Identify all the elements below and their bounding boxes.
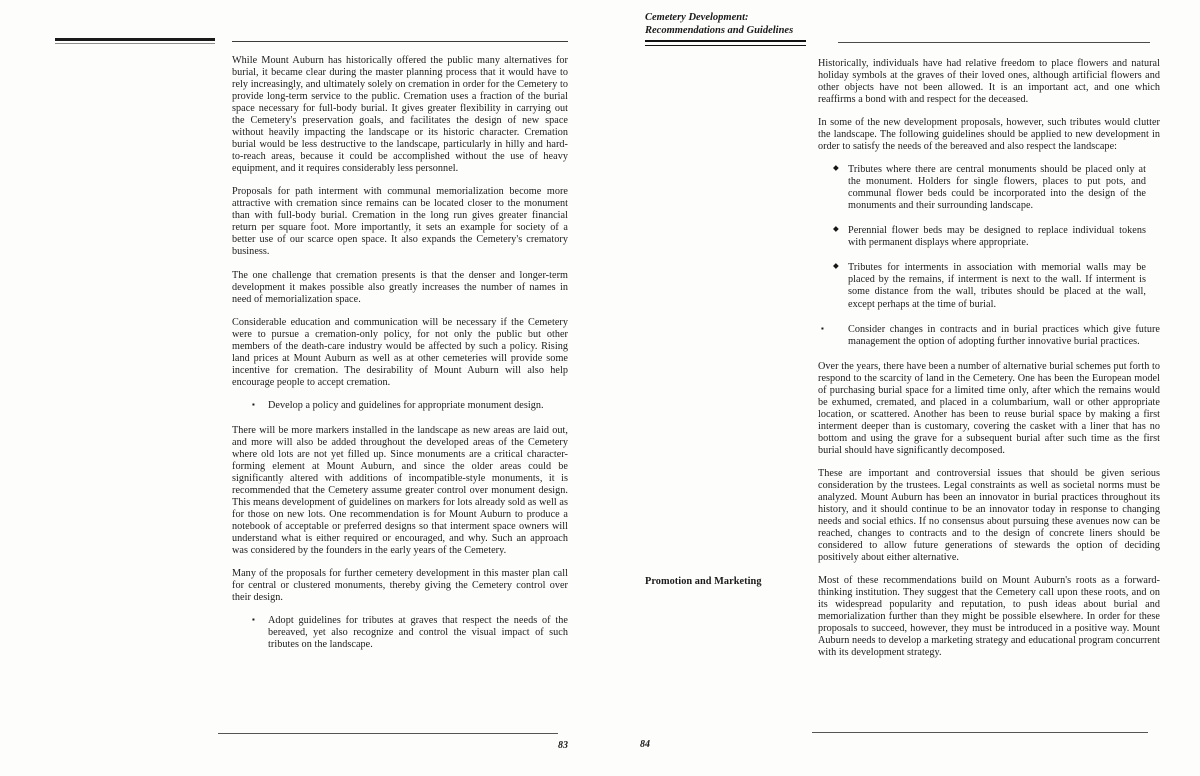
body-paragraph: Most of these recommendations build on Mount Auburn's roots as a forward-thinking institution. They suggest that the Cemetery call upon these roots, and on its widespread popularity and reputation, to push ideas about burial and memorialization further than they might be possible elsewhere. In order for these proposals to succeed, however, they must be introduced in a positive way. Mount Auburn needs to develop a marketing strategy and educational program concurrent with its development strategy. (818, 575, 1160, 659)
body-paragraph: Many of the proposals for further cemetery development in this master plan call for central or clustered monuments, thereby giving the Cemetery control over their design. (232, 568, 568, 604)
running-header-line1: Cemetery Development: (645, 12, 749, 23)
right-page-footer-rule (812, 732, 1148, 733)
right-column-top-rule (838, 42, 1150, 43)
left-page-footer-rule (218, 733, 558, 734)
margin-heading: Promotion and Marketing (645, 576, 762, 588)
bullet-item (818, 164, 1160, 212)
page-number-right: 84 (640, 739, 650, 750)
body-paragraph: The one challenge that cremation presents is that the denser and longer-term development it makes possible also greatly increases the number of names in need of memorialization space. (232, 269, 568, 305)
bullet-text: Tributes where there are central monuments should be placed only at the monument. Holders for single flowers, places to put pots, and communal flower beds could be incorporated into the design of the monuments and their surrounding landscape. (848, 164, 1146, 212)
body-paragraph: These are important and controversial issues that should be given serious consideration by the trustees. Legal constraints as well as societal norms must be analyzed. Mount Auburn has been an innovator in burial practices throughout its history, and it should continue to be an innovator today in response to changing needs and social ethics. If no consensus about pursuing these avenues now can be reached, changes to contracts and to the design of concrete liners should be considered to allow future generations of stewards the option of deciding positively about either alternative. (818, 467, 1160, 564)
bullet-text: Develop a policy and guidelines for appropriate monument design. (268, 399, 544, 411)
bullet-text: Tributes for interments in association with memorial walls may be placed by the remains, if interment is next to the wall. If interment is some distance from the wall, tributes should be placed at the wall, except perhaps at the time of burial. (848, 262, 1146, 310)
diamond-bullet-icon: ◆ (833, 261, 839, 271)
body-paragraph: There will be more markers installed in the landscape as new areas are laid out, and more will also be added throughout the developed areas of the Cemetery where old lots are not yet filled up. Since monuments are a critical character-forming element at Mount Auburn, and since the older areas could be significantly altered with additions of incompatible-style monuments, it is recommended that the Cemetery assume greater control over monument design. This means development of guidelines on markers for lots already sold as well as for those on new lots. One recommendation is for Mount Auburn to produce a notebook of acceptable or preferred designs so that interment space owners will understand what is either required or encouraged, and why. Such an approach was considered by the founders in the early years of the Cemetery. (232, 424, 568, 557)
bullet-text: Consider changes in contracts and in burial practices which give future management the option of adopting further innovative burial practices. (848, 323, 1160, 347)
square-bullet-icon: ▪ (821, 323, 824, 333)
square-bullet-icon: ▪ (252, 399, 255, 409)
left-margin-double-rule (55, 38, 215, 44)
bullet-item (818, 324, 1160, 348)
body-paragraph: Proposals for path interment with communal memorialization become more attractive with cremation since remains can be located closer to the monument than with full-body burial. Cremation in the long run gives greater financial return per square foot. More importantly, it sets an example for society of a better use of our scarce open space. It also expands the Cemetery's crematory business. (232, 186, 568, 258)
bullet-item (818, 262, 1160, 310)
diamond-bullet-icon: ◆ (833, 224, 839, 234)
page-number-left: 83 (558, 740, 568, 751)
bullet-text: Perennial flower beds may be designed to replace individual tokens with permanent displays where appropriate. (848, 225, 1146, 249)
running-header-line2: Recommendations and Guidelines (645, 24, 794, 36)
left-column-top-rule (232, 41, 568, 42)
body-paragraph: Historically, individuals have had relative freedom to place flowers and natural holiday symbols at the graves of their loved ones, although artificial flowers and other objects have not been allowed. It is an important act, and one which reaffirms a bond with and respect for the deceased. (818, 58, 1160, 106)
bullet-item (232, 400, 568, 412)
running-header (645, 12, 820, 38)
bullet-item (818, 225, 1160, 249)
body-paragraph: While Mount Auburn has historically offered the public many alternatives for burial, it became clear during the master planning process that it would have to rely increasingly, and ultimately solely on cremation in order for the Cemetery to provide long-term service to the public. Cremation uses a fraction of the burial space necessary for full-body burial. It gives greater flexibility in carrying out the Cemetery's preservation goals, and facilitates the design of new space without heavily impacting the landscape or its historic character. Cremation burial would be less destructive to the landscape, particularly in hilly and hard-to-reach areas, because it could be accomplished without the use of heavy equipment, and it requires considerably less personnel. (232, 55, 568, 175)
body-paragraph: In some of the new development proposals, however, such tributes would clutter the landscape. The following guidelines should be applied to new development in order to satisfy the needs of the bereaved and also respect the landscape: (818, 117, 1160, 153)
left-page-text-column (232, 55, 568, 664)
body-paragraph: Considerable education and communication will be necessary if the Cemetery were to pursue a cremation-only policy, for not only the public but other members of the death-care industry would be affected by such a policy. Rising land prices at Mount Auburn as well as at other cemeteries will provide some incentive for cremation. The desirability of Mount Auburn will also help encourage people to accept cremation. (232, 316, 568, 388)
bullet-item (232, 615, 568, 651)
bullet-text: Adopt guidelines for tributes at graves that respect the needs of the bereaved, yet also recognize and control the visual impact of such tributes on the landscape. (268, 615, 568, 651)
body-paragraph: Over the years, there have been a number of alternative burial schemes put forth to respond to the scarcity of land in the Cemetery. One has been the European model of purchasing burial space for a limited time only, after which the remains would be exhumed, cremated, and placed in a columbarium, wall or other appropriate location, or scattered. Another has been to reuse burial space by making a first interment deeper than is customary, covering the casket with a liner that has no bottom and using the grave for a subsequent burial after such time as the first burial should have significantly decomposed. (818, 360, 1160, 456)
header-double-rule (645, 40, 806, 46)
right-page-text-column (645, 58, 1160, 670)
diamond-bullet-icon: ◆ (833, 163, 839, 173)
square-bullet-icon: ▪ (252, 615, 255, 625)
